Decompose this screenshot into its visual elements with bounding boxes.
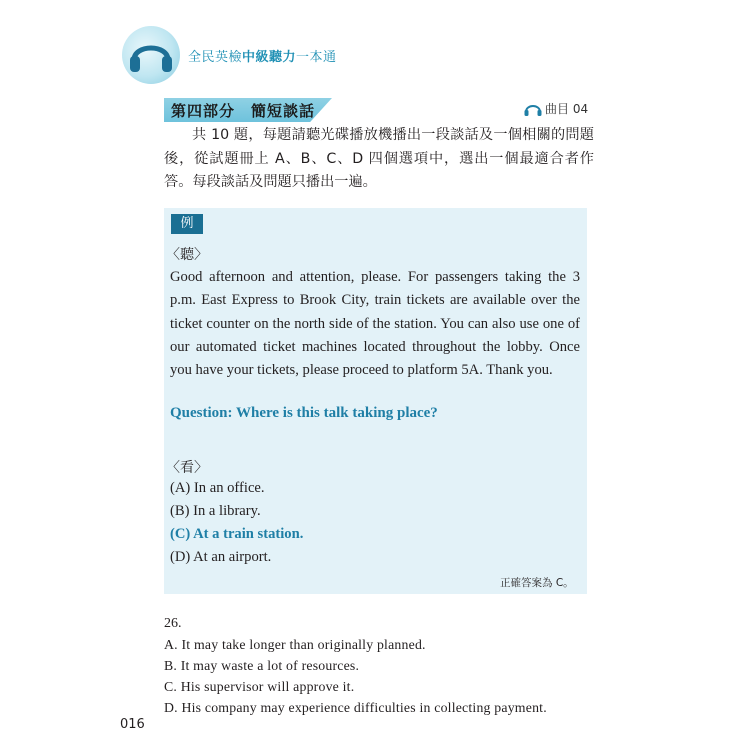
example-option-a: (A) In an office. — [170, 480, 265, 496]
question-option-d: D. His company may experience difficulties in collecting payment. — [164, 700, 547, 715]
headphones-icon — [524, 102, 542, 116]
example-question: Question: Where is this talk taking place? — [170, 405, 438, 421]
example-option-b: (B) In a library. — [170, 503, 261, 519]
track-label — [524, 100, 588, 117]
headphones-icon — [128, 34, 174, 74]
headphones-badge — [122, 26, 180, 84]
listen-label: 〈聽〉 — [166, 247, 208, 263]
question-option-b: B. It may waste a lot of resources. — [164, 658, 360, 673]
example-option-d: (D) At an airport. — [170, 549, 272, 565]
page-number: 016 — [120, 717, 145, 732]
example-option-c-correct: (C) At a train station. — [170, 526, 304, 542]
instructions: 共 10 題，每題請聽光碟播放機播出一段談話及一個相關的問題後，從試題冊上 A、B、C、D 四個選項中，選出一個最適合者作答。每段談話及問題只播出一遍。 — [164, 127, 594, 190]
question-option-c: C. His supervisor will approve it. — [164, 679, 355, 694]
answer-note: 正確答案為 C。 — [500, 577, 574, 589]
track-text: 曲目 04 — [545, 102, 589, 116]
book-header — [122, 26, 372, 88]
question-number: 26. — [164, 616, 182, 631]
section-title: 第四部分 簡短談話 — [171, 102, 316, 120]
example-tag: 例 — [171, 214, 203, 234]
read-label: 〈看〉 — [166, 460, 208, 476]
example-transcript: Good afternoon and attention, please. For passengers taking the 3 p.m. East Express to Brook City, train tickets are available over the ticket counter on the north side of the station. You can also use one of our automated ticket machines located throughout the lobby. Once you have your tickets, please proceed to platform 5A. Thank you. — [170, 269, 580, 379]
question-option-a: A. It may take longer than originally planned. — [164, 637, 426, 652]
book-title: 全民英檢中級聽力一本通 — [188, 50, 337, 65]
